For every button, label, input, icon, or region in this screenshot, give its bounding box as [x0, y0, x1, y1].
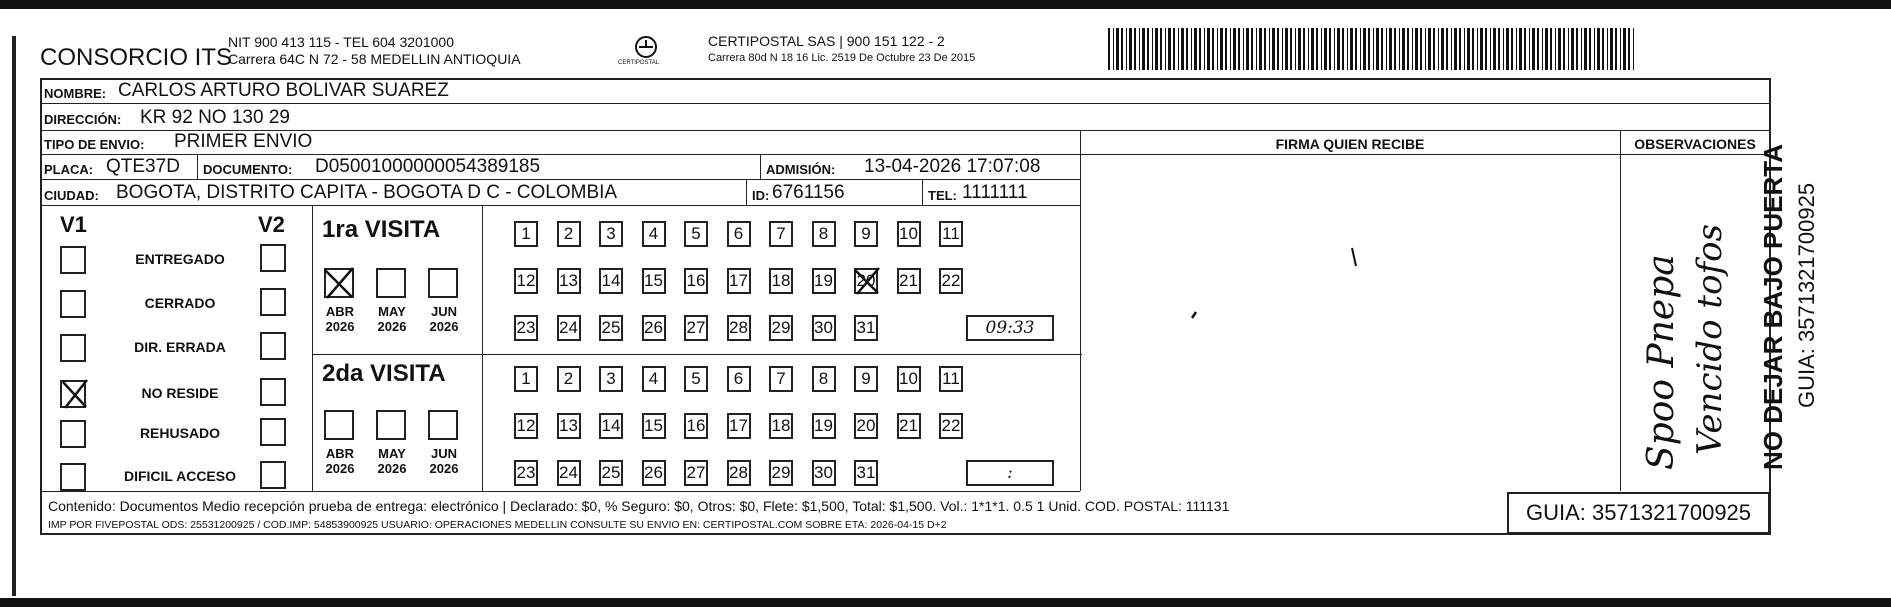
placa-value: QTE37D — [106, 156, 180, 177]
documento-label: DOCUMENTO: — [203, 162, 293, 177]
first-day-30[interactable]: 30 — [812, 315, 836, 341]
second-day-31[interactable]: 31 — [854, 460, 878, 486]
tipo-label: TIPO DE ENVIO: — [44, 137, 145, 152]
first-day-1[interactable]: 1 — [514, 221, 538, 247]
x-mark-icon — [322, 266, 356, 300]
company-info — [228, 34, 521, 68]
observaciones-header: OBSERVACIONES — [1634, 136, 1756, 152]
second-day-9[interactable]: 9 — [854, 366, 878, 392]
documento-value: D05001000000054389185 — [315, 156, 541, 177]
col-header-line — [1080, 154, 1770, 156]
second-day-15[interactable]: 15 — [642, 413, 666, 439]
first-day-6[interactable]: 6 — [727, 221, 751, 247]
second-day-29[interactable]: 29 — [769, 460, 793, 486]
firma-left-border — [1080, 131, 1082, 491]
second-day-28[interactable]: 28 — [727, 460, 751, 486]
no-dejar-notice: NO DEJAR BAJO PUERTA — [1758, 143, 1788, 470]
direccion-row — [40, 104, 1771, 131]
first-day-23[interactable]: 23 — [514, 315, 538, 341]
second-day-22[interactable]: 22 — [939, 413, 963, 439]
first-month-label: JUN 2026 — [429, 304, 459, 334]
v2-checkbox[interactable] — [260, 461, 286, 489]
first-day-19[interactable]: 19 — [812, 268, 836, 294]
svg-text:Vencido tofos: Vencido tofos — [1690, 223, 1730, 455]
certi-line2: Carrera 80d N 18 16 Lic. 2519 De Octubre 23 De 2015 — [708, 52, 976, 64]
second-day-20[interactable]: 20 — [854, 413, 878, 439]
v2-label: V2 — [258, 212, 285, 237]
second-month-checkbox[interactable] — [324, 410, 354, 440]
second-day-23[interactable]: 23 — [514, 460, 538, 486]
second-visit-title: 2da VISITA — [322, 360, 446, 387]
first-day-29[interactable]: 29 — [769, 315, 793, 341]
first-day-5[interactable]: 5 — [684, 221, 708, 247]
certi-line1: CERTIPOSTAL SAS | 900 151 122 - 2 — [708, 33, 945, 49]
status-label: DIFICIL ACCESO — [123, 468, 236, 484]
direccion-value: KR 92 NO 130 29 — [140, 107, 290, 128]
status-label: ENTREGADO — [135, 251, 225, 267]
first-day-16[interactable]: 16 — [684, 268, 708, 294]
v1-label: V1 — [60, 212, 87, 237]
second-day-11[interactable]: 11 — [939, 366, 963, 392]
barcode — [1108, 28, 1636, 70]
address-line: Carrera 64C N 72 - 58 MEDELLIN ANTIOQUIA — [228, 51, 521, 67]
first-visit-title: 1ra VISITA — [322, 216, 441, 243]
second-day-10[interactable]: 10 — [897, 366, 921, 392]
footer-print-line: IMP POR FIVEPOSTAL ODS: 25531200925 / COD.IMP: 54853900925 USUARIO: OPERACIONES MEDELLIN CONSULTE SU ENVIO EN: CERTIPOSTAL.COM SOBRE ETA: 2026-04-15 D+2 — [48, 519, 947, 531]
first-day-3[interactable]: 3 — [599, 221, 623, 247]
second-day-12[interactable]: 12 — [514, 413, 538, 439]
first-day-4[interactable]: 4 — [642, 221, 666, 247]
first-day-15[interactable]: 15 — [642, 268, 666, 294]
status-label: NO RESIDE — [141, 385, 219, 401]
nombre-value: CARLOS ARTURO BOLIVAR SUAREZ — [118, 80, 449, 101]
first-month-checkbox[interactable] — [428, 268, 458, 298]
second-day-24[interactable]: 24 — [557, 460, 581, 486]
logo-caption: CERTIPOSTAL — [618, 60, 660, 66]
v2-checkbox[interactable] — [260, 418, 286, 446]
top-border — [0, 0, 1891, 9]
status-label: DIR. ERRADA — [134, 339, 226, 355]
id-label: ID: — [752, 188, 770, 203]
first-day-21[interactable]: 21 — [897, 268, 921, 294]
first-day-13[interactable]: 13 — [557, 268, 581, 294]
second-month-label: ABR 2026 — [325, 446, 355, 476]
placa-row — [40, 155, 1080, 180]
second-time-box[interactable]: : — [966, 460, 1054, 486]
certipostal-info — [708, 33, 975, 67]
guia-box: GUIA: 3571321700925 — [1507, 492, 1770, 534]
tel-label: TEL: — [928, 188, 957, 203]
x-mark-icon — [60, 378, 90, 410]
second-day-30[interactable]: 30 — [812, 460, 836, 486]
first-day-28[interactable]: 28 — [727, 315, 751, 341]
v2-checkbox[interactable] — [260, 378, 286, 406]
second-day-5[interactable]: 5 — [684, 366, 708, 392]
first-day-10[interactable]: 10 — [897, 221, 921, 247]
id-value: 6761156 — [772, 182, 845, 203]
first-day-2[interactable]: 2 — [557, 221, 581, 247]
side-guia: GUIA: 3571321700925 — [1794, 182, 1819, 408]
tipo-value: PRIMER ENVIO — [174, 131, 313, 152]
nombre-label: NOMBRE: — [44, 86, 107, 101]
first-day-26[interactable]: 26 — [642, 315, 666, 341]
direccion-label: DIRECCIÓN: — [44, 112, 122, 127]
first-time-box[interactable]: 09:33 — [966, 315, 1054, 341]
first-day-8[interactable]: 8 — [812, 221, 836, 247]
observaciones-handwriting — [1625, 215, 1765, 475]
second-day-7[interactable]: 7 — [769, 366, 793, 392]
first-day-12[interactable]: 12 — [514, 268, 538, 294]
second-day-18[interactable]: 18 — [769, 413, 793, 439]
first-day-14[interactable]: 14 — [599, 268, 623, 294]
tel-value: 1111111 — [962, 182, 1028, 203]
firma-header: FIRMA QUIEN RECIBE — [1275, 136, 1425, 152]
second-day-27[interactable]: 27 — [684, 460, 708, 486]
second-day-25[interactable]: 25 — [599, 460, 623, 486]
first-month-checkbox[interactable] — [376, 268, 406, 298]
ciudad-label: CIUDAD: — [44, 188, 99, 203]
first-month-label: MAY 2026 — [377, 304, 407, 334]
signature-marks — [1180, 240, 1480, 340]
second-day-4[interactable]: 4 — [642, 366, 666, 392]
second-day-3[interactable]: 3 — [599, 366, 623, 392]
first-day-9[interactable]: 9 — [854, 221, 878, 247]
second-day-16[interactable]: 16 — [684, 413, 708, 439]
second-day-2[interactable]: 2 — [557, 366, 581, 392]
first-day-7[interactable]: 7 — [769, 221, 793, 247]
second-day-19[interactable]: 19 — [812, 413, 836, 439]
company-name: CONSORCIO ITS — [40, 44, 233, 71]
placa-label: PLACA: — [44, 162, 94, 177]
left-edge-line — [12, 36, 16, 596]
status-label: CERRADO — [144, 295, 216, 311]
footer-content-line: Contenido: Documentos Medio recepción prueba de entrega: electrónico | Declarado: $0, % Seguro: $0, Otros: $0, Flete: $1,500, Total: $1,500. Vol.: 1*1*1. 0.5 1 Unid. COD. POSTAL: 111131 — [48, 498, 1230, 514]
first-day-27[interactable]: 27 — [684, 315, 708, 341]
second-month-label: JUN 2026 — [429, 446, 459, 476]
first-month-label: ABR 2026 — [325, 304, 355, 334]
second-month-checkbox[interactable] — [428, 410, 458, 440]
second-day-8[interactable]: 8 — [812, 366, 836, 392]
status-label: REHUSADO — [139, 425, 221, 441]
obs-left-border — [1620, 131, 1622, 491]
svg-text:Spoo Pnepa: Spoo Pnepa — [1641, 254, 1682, 470]
ciudad-value: BOGOTA, DISTRITO CAPITA - BOGOTA D C - COLOMBIA — [116, 182, 618, 203]
nit-line: NIT 900 413 115 - TEL 604 3201000 — [228, 34, 454, 50]
v2-checkbox[interactable] — [260, 288, 286, 316]
admision-label: ADMISIÓN: — [766, 162, 836, 177]
second-day-21[interactable]: 21 — [897, 413, 921, 439]
second-month-label: MAY 2026 — [377, 446, 407, 476]
first-day-17[interactable]: 17 — [727, 268, 751, 294]
second-day-17[interactable]: 17 — [727, 413, 751, 439]
second-day-1[interactable]: 1 — [514, 366, 538, 392]
first-day-24[interactable]: 24 — [557, 315, 581, 341]
nombre-row — [40, 80, 1771, 104]
v2-checkbox[interactable] — [260, 244, 286, 272]
first-day-31[interactable]: 31 — [854, 315, 878, 341]
second-month-checkbox[interactable] — [376, 410, 406, 440]
admision-value: 13-04-2026 17:07:08 — [864, 156, 1041, 177]
first-day-18[interactable]: 18 — [769, 268, 793, 294]
bottom-border — [0, 598, 1891, 607]
first-day-22[interactable]: 22 — [939, 268, 963, 294]
x-mark-icon — [852, 266, 882, 296]
second-day-26[interactable]: 26 — [642, 460, 666, 486]
second-day-14[interactable]: 14 — [599, 413, 623, 439]
ciudad-row — [40, 180, 1080, 206]
second-day-6[interactable]: 6 — [727, 366, 751, 392]
second-day-13[interactable]: 13 — [557, 413, 581, 439]
first-day-11[interactable]: 11 — [939, 221, 963, 247]
v2-checkbox[interactable] — [260, 332, 286, 360]
first-day-25[interactable]: 25 — [599, 315, 623, 341]
first-day-20[interactable]: 20 — [854, 268, 878, 294]
